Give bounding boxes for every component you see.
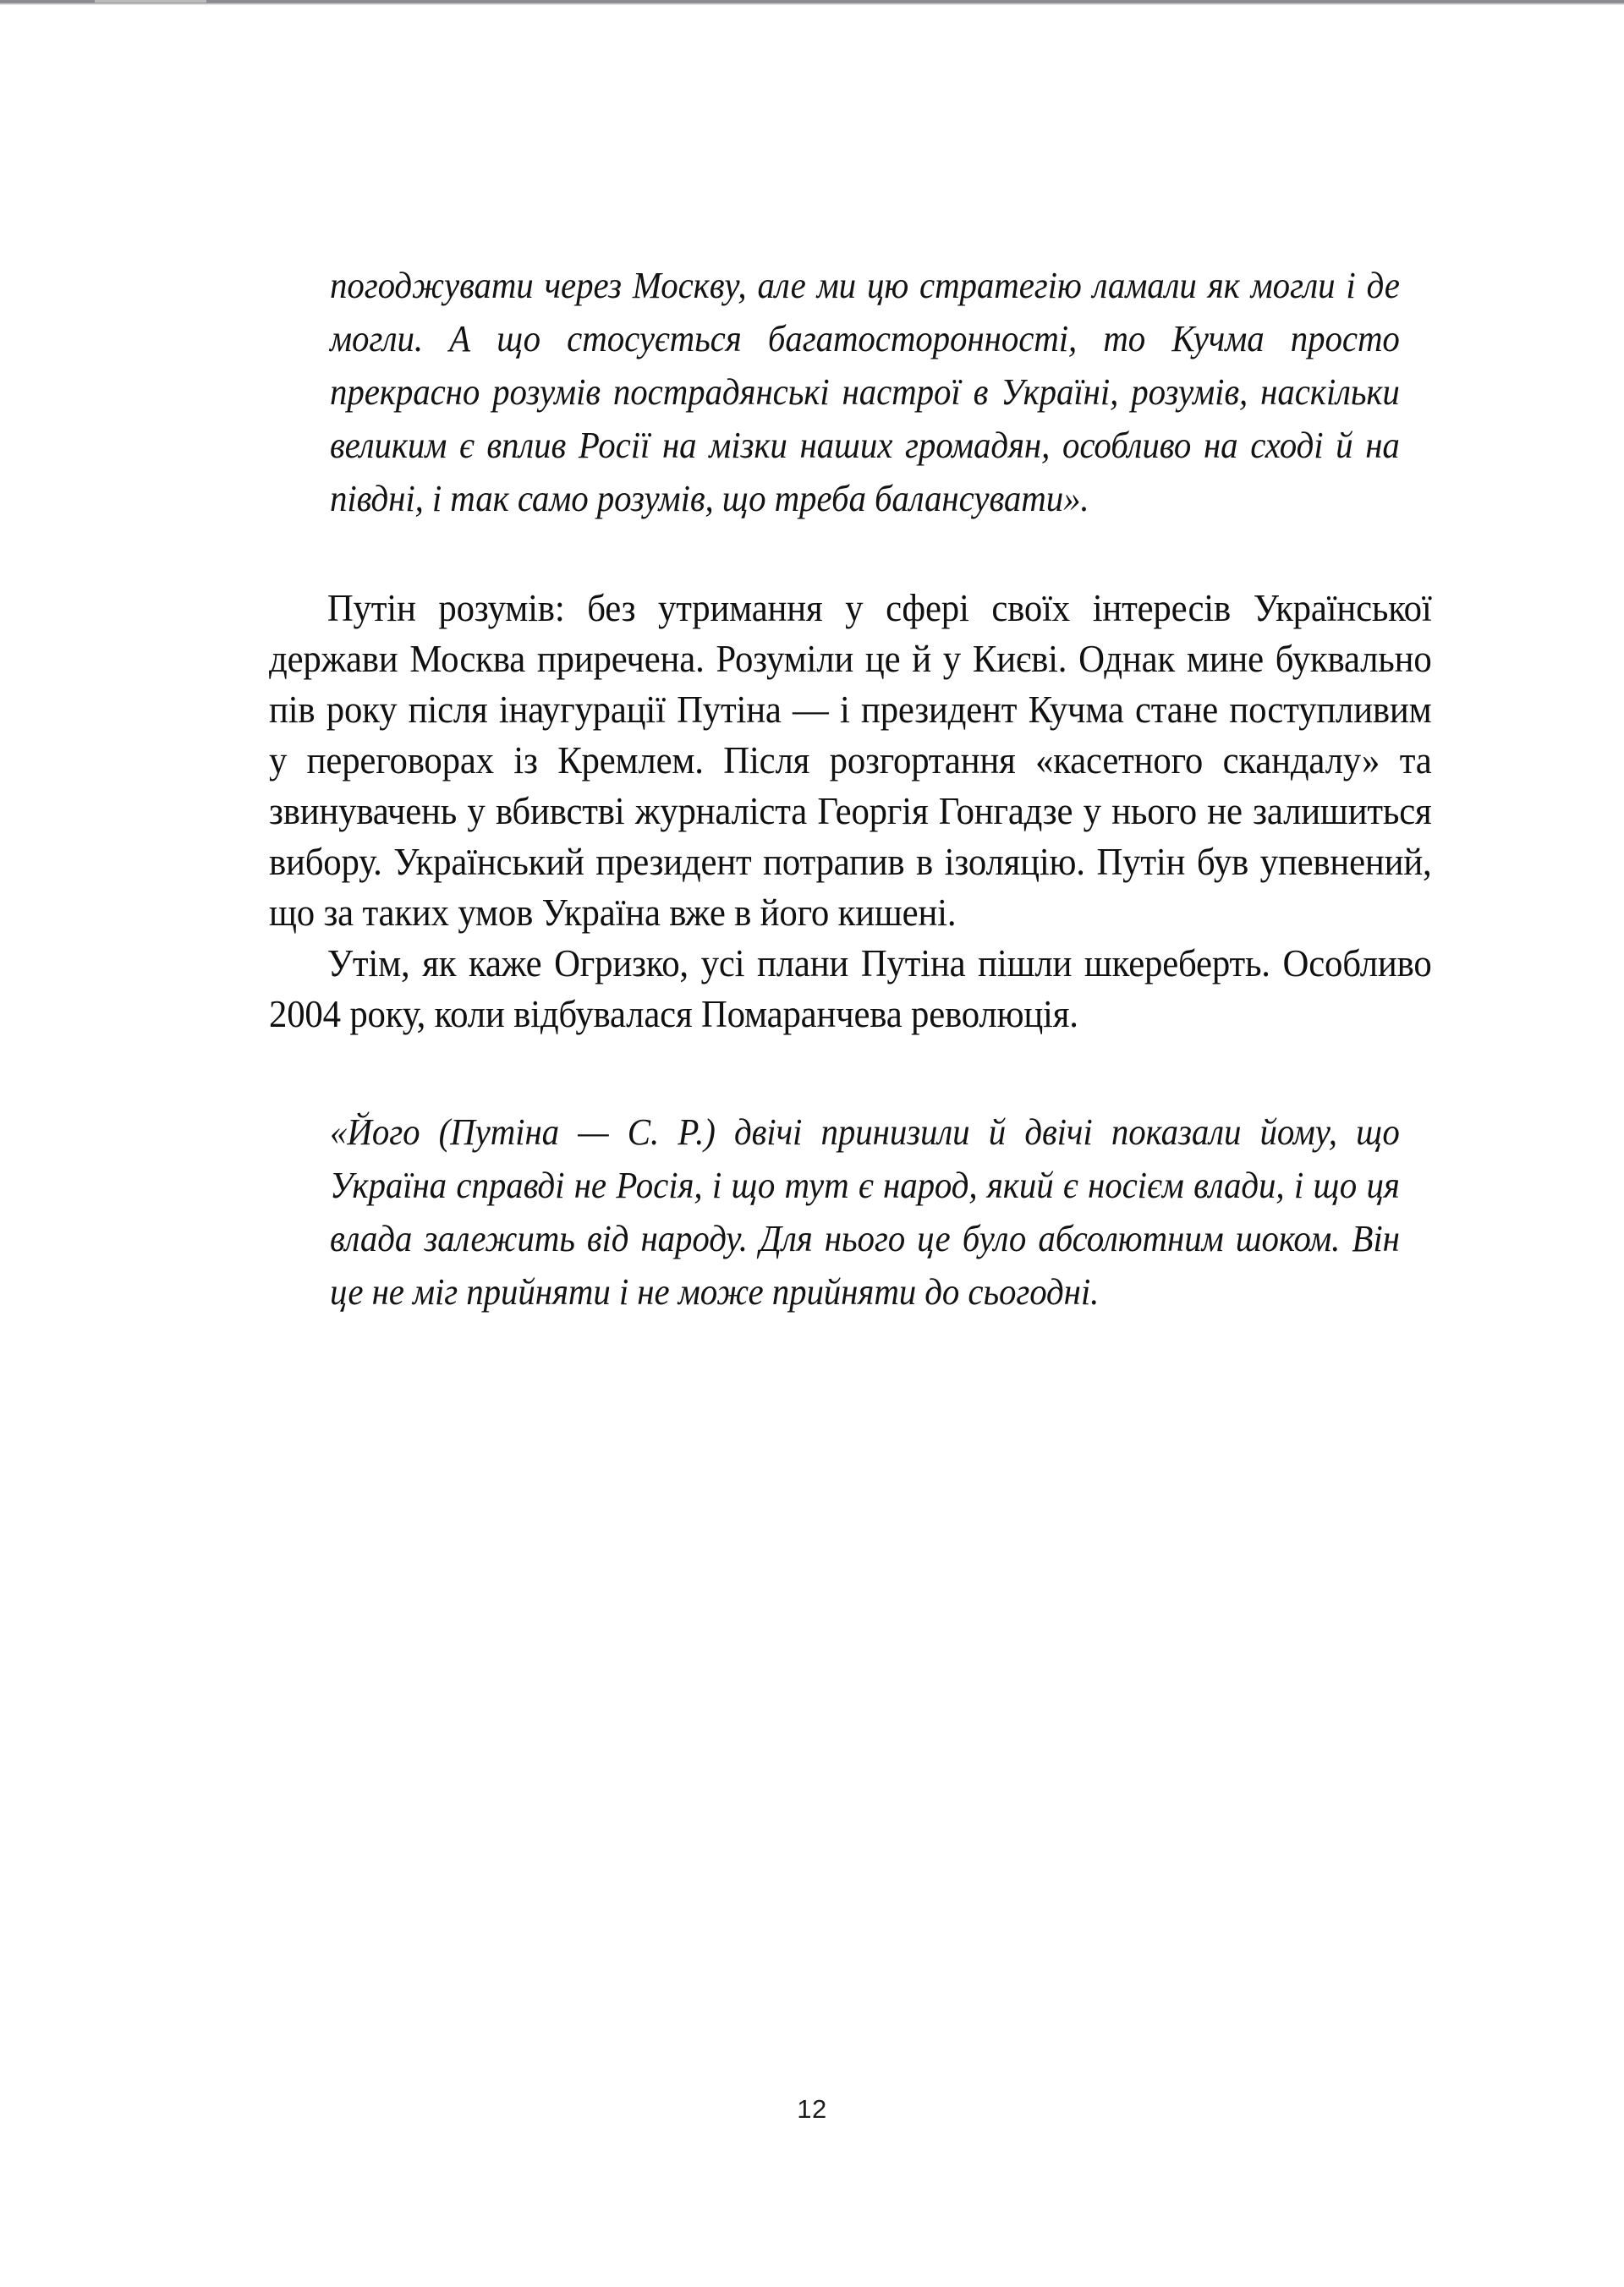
paragraph-2: Утім, як каже Огризко, усі плани Путіна пішли шкереберть. Особливо 2004 року, коли відбувалася Помаранчева революція.	[269, 941, 1432, 1035]
paragraph-1: Путін розумів: без утримання у сфері своїх інтересів Української держави Москва приречена. Розуміли це й у Києві. Однак мине буквально пів року після інаугурації Путіна — і президент Кучма стане поступливим у переговорах із Кремлем. Після розгортання «касетного скандалу» та звинувачень у вбивстві журналіста Георгія Гонгадзе у нього не залишиться вибору. Український президент потрапив в ізоляцію. Путін був упевнений, що за таких умов Україна вже в його кишені.	[269, 586, 1432, 934]
page-number: 12	[797, 2094, 827, 2124]
book-page	[0, 5, 1624, 2287]
block-quote-bottom: «Його (Путіна — С. Р.) двічі принизили й двічі показали йому, що Україна справді не Росія, і що тут є народ, який є носієм влади, і що ця влада залежить від народу. Для нього це було абсолютним шоком. Він це не міг прийняти і не може прийняти до сьогодні.	[330, 1111, 1400, 1313]
spacer-before-bottom-quote	[269, 1039, 1431, 1105]
viewer-scrollbar-thumb[interactable]	[95, 0, 206, 3]
body-text-block	[269, 583, 1432, 1039]
spacer-after-top-quote	[269, 525, 1431, 583]
page-text-column	[269, 259, 1431, 1319]
block-quote-top: погоджувати через Москву, але ми цю стратегію ламали як могли і де могли. А що стосується багатосторонності, то Кучма просто прекрасно розумів пострадянські настрої в Україні, розумів, наскільки великим є вплив Росії на мізки наших громадян, особливо на сході й на півдні, і так само розумів, що треба балансувати».	[330, 265, 1400, 519]
